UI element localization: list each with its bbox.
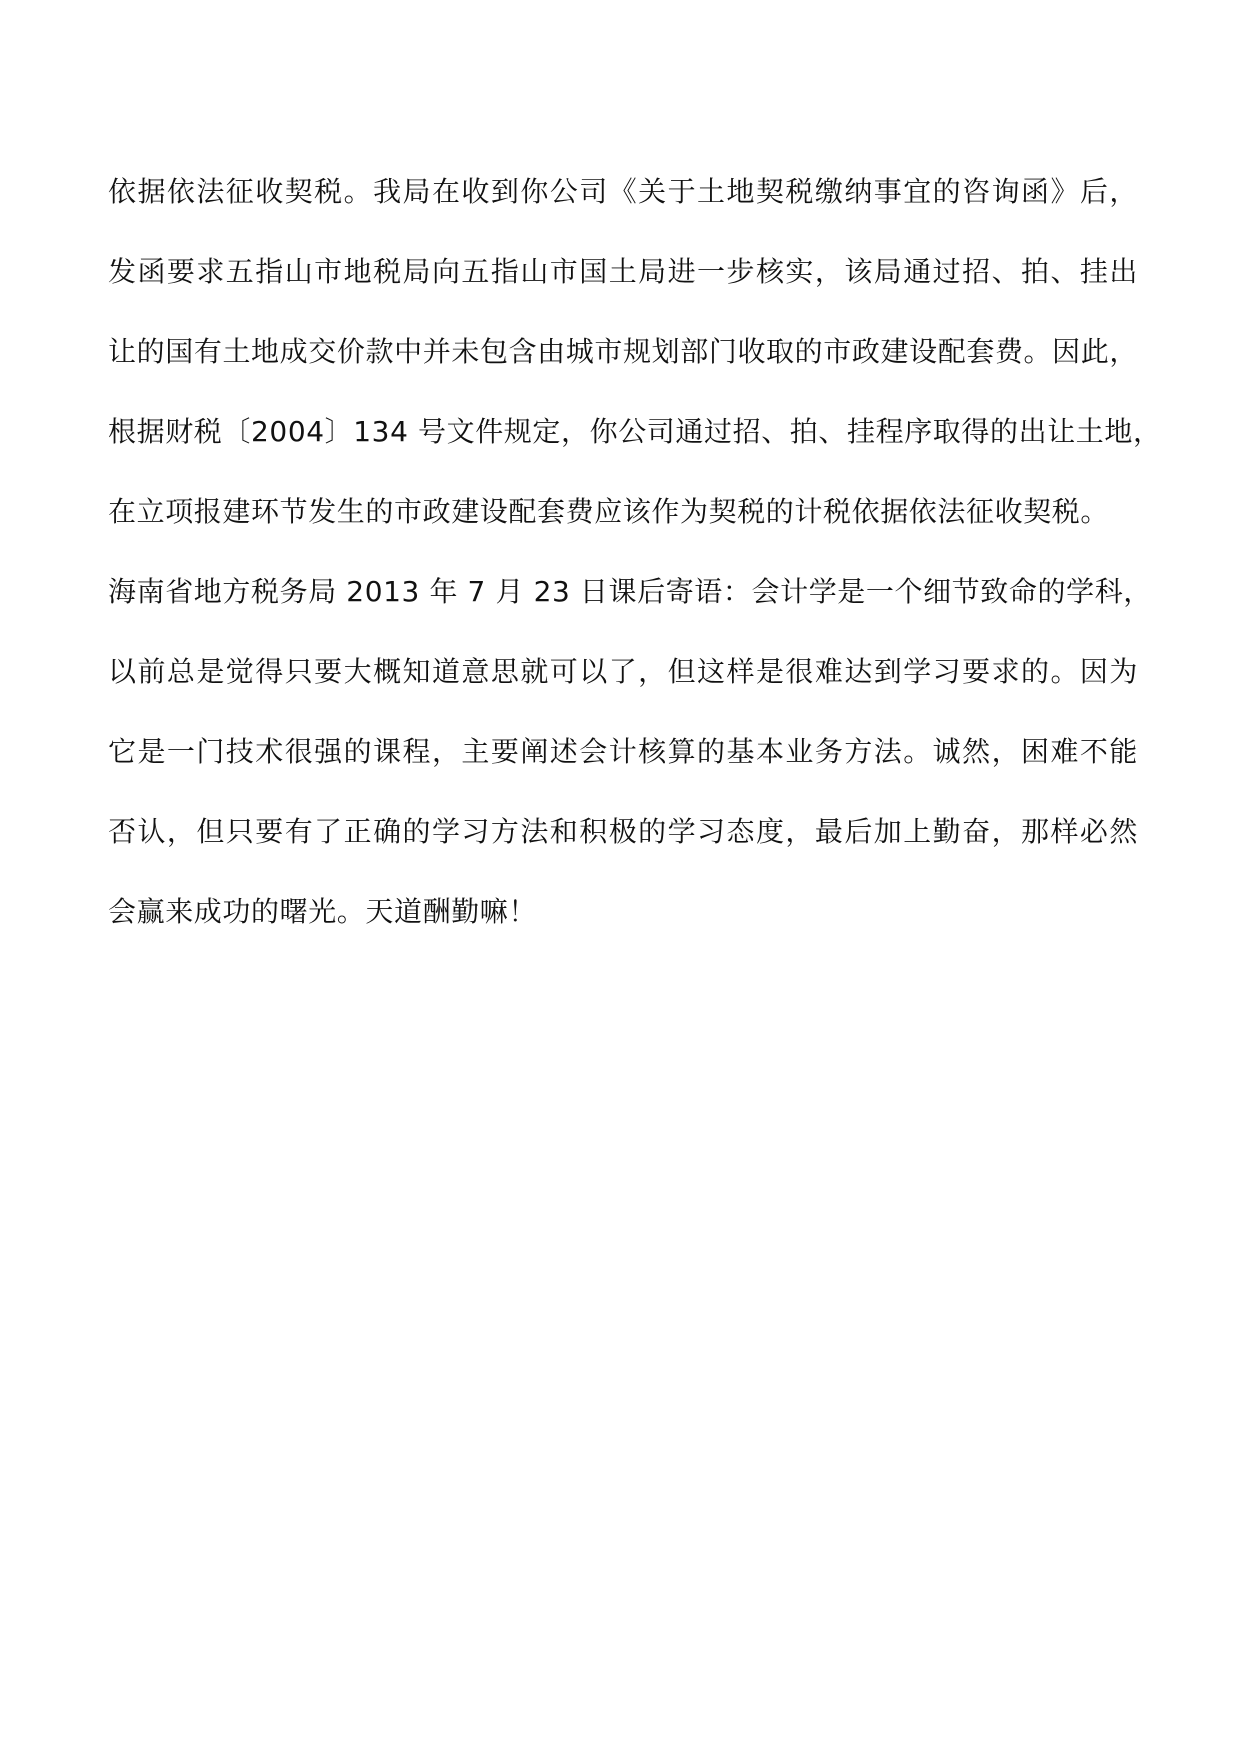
text-line-8: 它是一门技术很强的课程，主要阐述会计核算的基本业务方法。诚然，困难不能 <box>108 735 1138 768</box>
text-line-5: 在立项报建环节发生的市政建设配套费应该作为契税的计税依据依法征收契税。 <box>108 495 1110 528</box>
text-line-6: 海南省地方税务局 2013 年 7 月 23 日课后寄语：会计学是一个细节致命的学科， <box>108 575 1152 608</box>
text-line-1: 依据依法征收契税。我局在收到你公司《关于土地契税缴纳事宜的咨询函》后， <box>108 175 1138 208</box>
text-line-4: 根据财税〔2004〕134 号文件规定，你公司通过招、拍、挂程序取得的出让土地， <box>108 415 1162 448</box>
text-line-7: 以前总是觉得只要大概知道意思就可以了，但这样是很难达到学习要求的。因为 <box>108 655 1138 688</box>
text-line-10: 会赢来成功的曙光。天道酬勤嘛！ <box>108 895 538 928</box>
text-line-2: 发函要求五指山市地税局向五指山市国土局进一步核实，该局通过招、拍、挂出 <box>108 255 1138 288</box>
text-line-3: 让的国有土地成交价款中并未包含由城市规划部门收取的市政建设配套费。因此， <box>108 335 1138 368</box>
body-text <box>108 167 1162 967</box>
text-line-9: 否认，但只要有了正确的学习方法和积极的学习态度，最后加上勤奋，那样必然 <box>108 815 1138 848</box>
